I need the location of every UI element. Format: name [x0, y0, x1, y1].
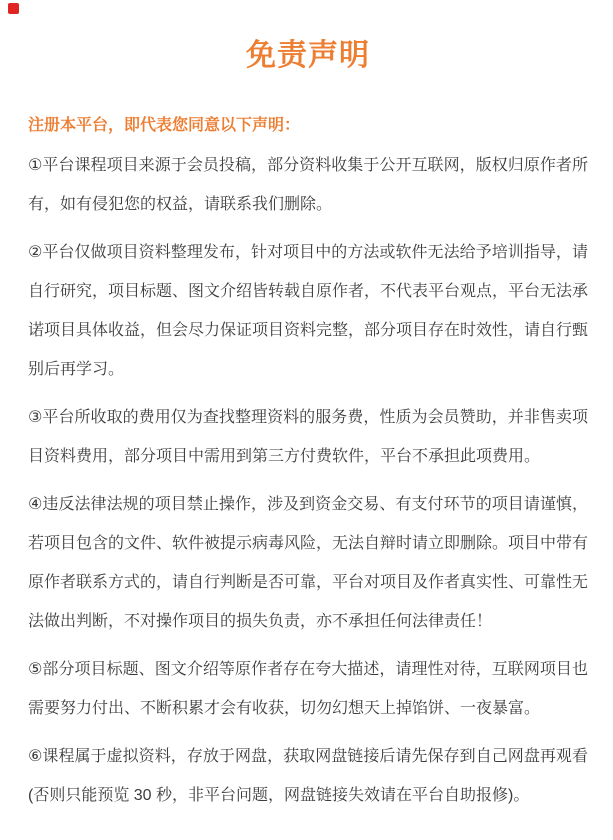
red-corner-mark-icon: [8, 3, 19, 14]
disclaimer-paragraph-1: ①平台课程项目来源于会员投稿，部分资料收集于公开互联网，版权归原作者所有，如有侵犯您的权益，请联系我们删除。: [28, 157, 588, 213]
intro-statement: 注册本平台，即代表您同意以下声明：: [28, 117, 301, 134]
disclaimer-paragraph-6: ⑥课程属于虚拟资料，存放于网盘，获取网盘链接后请先保存到自己网盘再观看(否则只能预览 30 秒，非平台问题，网盘链接失效请在平台自助报修)。: [28, 748, 588, 804]
disclaimer-paragraph-3: ③平台所收取的费用仅为查找整理资料的服务费，性质为会员赞助，并非售卖项目资料费用，部分项目中需用到第三方付费软件，平台不承担此项费用。: [28, 409, 588, 465]
page-title: 免责声明: [246, 39, 370, 72]
disclaimer-paragraph-4: ④违反法律法规的项目禁止操作，涉及到资金交易、有支付环节的项目请谨慎，若项目包含的文件、软件被提示病毒风险，无法自辩时请立即删除。项目中带有原作者联系方式的，请自行判断是否可靠，平台对项目及作者真实性、可靠性无法做出判断，不对操作项目的损失负责，亦不承担任何法律责任！: [28, 496, 589, 630]
disclaimer-paragraph-2: ②平台仅做项目资料整理发布，针对项目中的方法或软件无法给予培训指导，请自行研究，项目标题、图文介绍皆转载自原作者，不代表平台观点，平台无法承诺项目具体收益，但会尽力保证项目资料完整，部分项目存在时效性，请自行甄别后再学习。: [28, 244, 589, 378]
disclaimer-paragraph-5: ⑤部分项目标题、图文介绍等原作者存在夸大描述，请理性对待，互联网项目也需要努力付出、不断积累才会有收获，切勿幻想天上掉馅饼、一夜暴富。: [28, 661, 588, 717]
